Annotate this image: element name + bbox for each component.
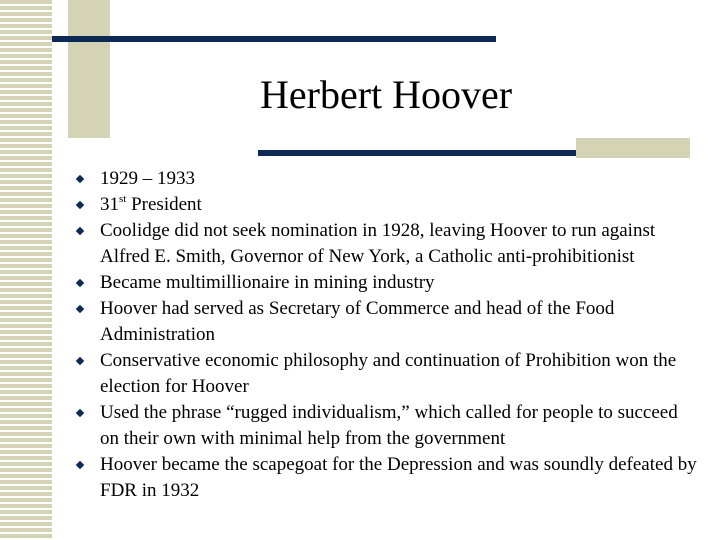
bullet-text-suffix: President xyxy=(126,194,202,215)
bullet-diamond-icon xyxy=(76,305,84,313)
slide-title: Herbert Hoover xyxy=(260,72,513,117)
bullet-text: Used the phrase “rugged individualism,” which called for people to succeed on their own with minimal help from the government xyxy=(100,402,678,449)
bullet-text: 1929 – 1933 xyxy=(100,168,195,189)
bullet-list xyxy=(100,166,700,504)
bullet-diamond-icon xyxy=(76,279,84,287)
bullet-text: Hoover had served as Secretary of Commerce and head of the Food Administration xyxy=(100,298,615,345)
bullet-item xyxy=(100,166,700,192)
bullet-diamond-icon xyxy=(76,227,84,235)
bullet-text: Conservative economic philosophy and continuation of Prohibition won the election for Hoover xyxy=(100,350,677,397)
bullet-item xyxy=(100,270,700,296)
bullet-item xyxy=(100,192,700,218)
bullet-diamond-icon xyxy=(76,201,84,209)
bullet-text: Coolidge did not seek nomination in 1928, leaving Hoover to run against Alfred E. Smith, Governor of New York, a Catholic anti-prohibitionist xyxy=(100,220,656,267)
bullet-diamond-icon xyxy=(76,461,84,469)
title-rule-top xyxy=(52,36,496,42)
bullet-item xyxy=(100,296,700,348)
right-decor-block xyxy=(576,138,690,158)
bullet-item xyxy=(100,400,700,452)
bullet-item xyxy=(100,452,700,504)
left-striped-decoration xyxy=(0,0,52,540)
bullet-diamond-icon xyxy=(76,357,84,365)
bullet-item xyxy=(100,218,700,270)
bullet-text-number: 31 xyxy=(100,194,119,215)
bullet-item xyxy=(100,348,700,400)
bullet-text: Became multimillionaire in mining industry xyxy=(100,272,435,293)
bullet-diamond-icon xyxy=(76,409,84,417)
bullet-text: Hoover became the scapegoat for the Depression and was soundly defeated by FDR in 1932 xyxy=(100,454,697,501)
bullet-text-superscript: st xyxy=(119,193,127,205)
top-decor-block xyxy=(68,0,110,138)
bullet-diamond-icon xyxy=(76,175,84,183)
